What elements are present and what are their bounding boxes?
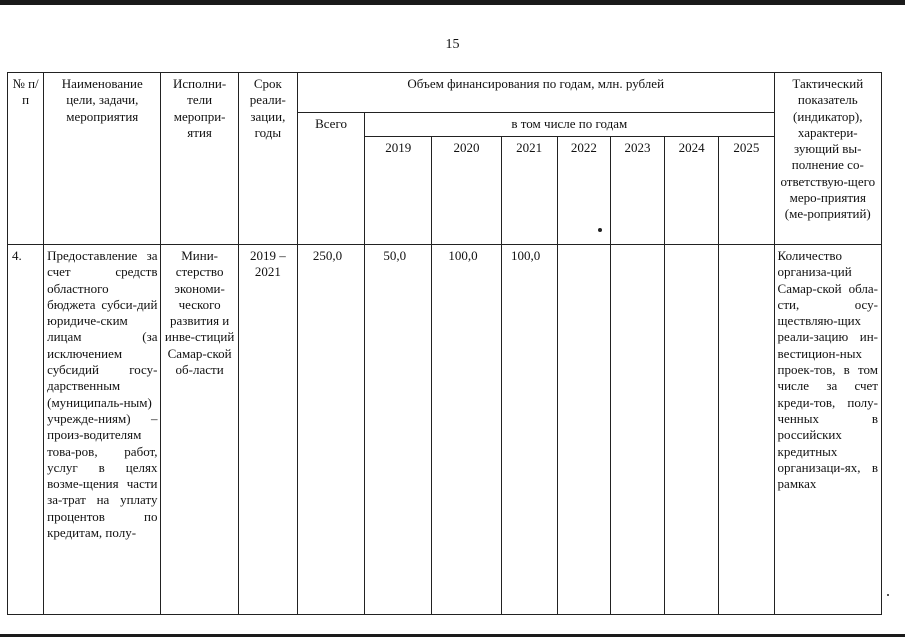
row-term: 2019 – 2021 [238, 245, 297, 615]
header-num: № п/п [8, 73, 44, 245]
bottom-border-bar [0, 634, 905, 637]
row-2023 [610, 245, 664, 615]
stray-dot-mark [598, 228, 602, 232]
row-2019: 50,0 [365, 245, 432, 615]
funding-table [7, 72, 882, 615]
row-total: 250,0 [297, 245, 364, 615]
row-name: Предоставление за счет средств областного бюджета субси-дий юридиче-ским лицам (за исключением субсидий госу-дарственным (муниципаль-ным) учрежде-ниям) – произ-водителям това-ров, работ, услуг в целях возме-щения части за-трат на уплату процентов по кредитам, полу- [44, 245, 161, 615]
header-term: Срок реали-зации, годы [238, 73, 297, 245]
header-year-2023: 2023 [610, 137, 664, 245]
header-name: Наименование цели, задачи, мероприятия [44, 73, 161, 245]
stray-tick-mark [887, 594, 889, 596]
header-year-2021: 2021 [501, 137, 557, 245]
header-funding: Объем финансирования по годам, млн. рублей [297, 73, 774, 113]
header-total: Всего [297, 113, 364, 245]
row-2022 [557, 245, 610, 615]
header-year-2022: 2022 [557, 137, 610, 245]
row-2025 [719, 245, 774, 615]
header-incl-years: в том числе по годам [365, 113, 774, 137]
header-year-2025: 2025 [719, 137, 774, 245]
row-2020: 100,0 [432, 245, 501, 615]
header-executors: Исполни-тели меропри-ятия [161, 73, 238, 245]
top-border-bar [0, 0, 905, 5]
header-year-2019: 2019 [365, 137, 432, 245]
page-number: 15 [445, 37, 460, 52]
table-row [8, 245, 882, 615]
row-executor: Мини-стерство экономи-ческого развития и инве-стиций Самар-ской об-ласти [161, 245, 238, 615]
header-year-2020: 2020 [432, 137, 501, 245]
row-indicator: Количество организа-ций Самар-ской обла-сти, осу-ществляю-щих реали-зацию ин-вестицион-ных проек-тов, в том числе за счет креди-тов, полу-ченных в российских кредитных организаци-ях, в рамках [774, 245, 881, 615]
row-2024 [665, 245, 719, 615]
row-num: 4. [8, 245, 44, 615]
header-indicator: Тактический показатель (индикатор), характери-зующий вы-полнение со-ответствую-щего меро-приятия (ме-роприятий) [774, 73, 881, 245]
header-year-2024: 2024 [665, 137, 719, 245]
row-2021: 100,0 [501, 245, 557, 615]
